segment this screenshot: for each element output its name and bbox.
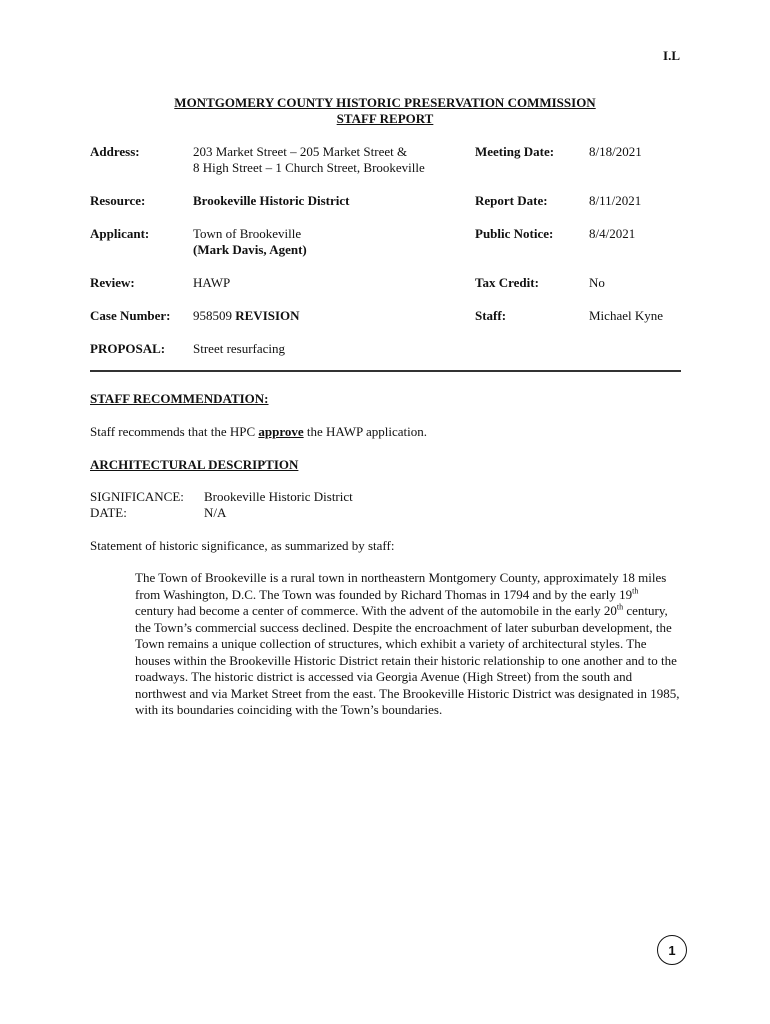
statement-part1: The Town of Brookeville is a rural town in northeastern Montgomery County, approximately 18 miles from Washington, D.C. The Town was founded by Richard Thomas in 1794 and by the early 19 — [135, 570, 667, 602]
applicant-agent: (Mark Davis, Agent) — [193, 242, 307, 257]
divider-rule — [90, 370, 681, 372]
historic-significance-statement — [135, 570, 680, 719]
date-label: DATE: — [90, 505, 127, 520]
statement-sup1: th — [632, 586, 639, 596]
statement-intro: Statement of historic significance, as summarized by staff: — [90, 538, 395, 553]
recommendation-approve: approve — [258, 424, 304, 439]
tax-credit-value: No — [589, 275, 605, 290]
address-line1: 203 Market Street – 205 Market Street & — [193, 144, 408, 159]
case-number: 958509 — [193, 308, 232, 323]
staff-recommendation-heading: STAFF RECOMMENDATION: — [90, 391, 269, 406]
case-number-label: Case Number: — [90, 308, 171, 323]
statement-sup2: th — [616, 602, 624, 612]
significance-label: SIGNIFICANCE: — [90, 489, 184, 504]
significance-value: Brookeville Historic District — [204, 489, 353, 504]
staff-label: Staff: — [475, 308, 507, 323]
report-date-value: 8/11/2021 — [589, 193, 642, 208]
recommendation-text — [90, 424, 427, 440]
page-number-badge — [657, 935, 687, 965]
recommendation-text-before: Staff recommends that the HPC — [90, 424, 259, 439]
recommendation-text-after: the HAWP application. — [303, 424, 428, 439]
page-id: I.L — [663, 48, 680, 63]
applicant-value: Town of Brookeville — [193, 226, 302, 241]
architectural-description-heading: ARCHITECTURAL DESCRIPTION — [90, 457, 299, 472]
staff-value: Michael Kyne — [589, 308, 664, 323]
address-line2: 8 High Street – 1 Church Street, Brookeville — [193, 160, 425, 175]
report-date-label: Report Date: — [475, 193, 548, 208]
public-notice-value: 8/4/2021 — [589, 226, 636, 241]
resource-value: Brookeville Historic District — [193, 193, 350, 208]
page-number: 1 — [668, 942, 676, 958]
applicant-label: Applicant: — [90, 226, 150, 241]
statement-part2: century had become a center of commerce. With the advent of the automobile in the early 20 — [135, 603, 617, 618]
proposal-value: Street resurfacing — [193, 341, 286, 356]
case-number-value — [193, 308, 300, 324]
statement-part3: century, the Town’s commercial success declined. Despite the encroachment of later suburban development, the Town remains a unique collection of structures, which exhibit a variety of architectural styles. The houses within the Brookeville Historic District retain their historic relationship to one another and to the roadways. The historic district is accessed via Georgia Avenue (High Street) from the south and northwest and via Market Street from the east. The Brookeville Historic District was designated in 1985, with its boundaries coinciding with the Town’s boundaries. — [135, 603, 680, 717]
meeting-date-label: Meeting Date: — [475, 144, 555, 159]
review-value: HAWP — [193, 275, 231, 290]
public-notice-label: Public Notice: — [475, 226, 554, 241]
review-label: Review: — [90, 275, 135, 290]
case-number-suffix: REVISION — [235, 308, 300, 323]
proposal-label: PROPOSAL: — [90, 341, 166, 356]
commission-title: MONTGOMERY COUNTY HISTORIC PRESERVATION COMMISSION — [174, 95, 596, 110]
report-type: STAFF REPORT — [336, 111, 434, 126]
resource-label: Resource: — [90, 193, 146, 208]
address-label: Address: — [90, 144, 140, 159]
tax-credit-label: Tax Credit: — [475, 275, 539, 290]
meeting-date-value: 8/18/2021 — [589, 144, 642, 159]
date-value: N/A — [204, 505, 227, 520]
